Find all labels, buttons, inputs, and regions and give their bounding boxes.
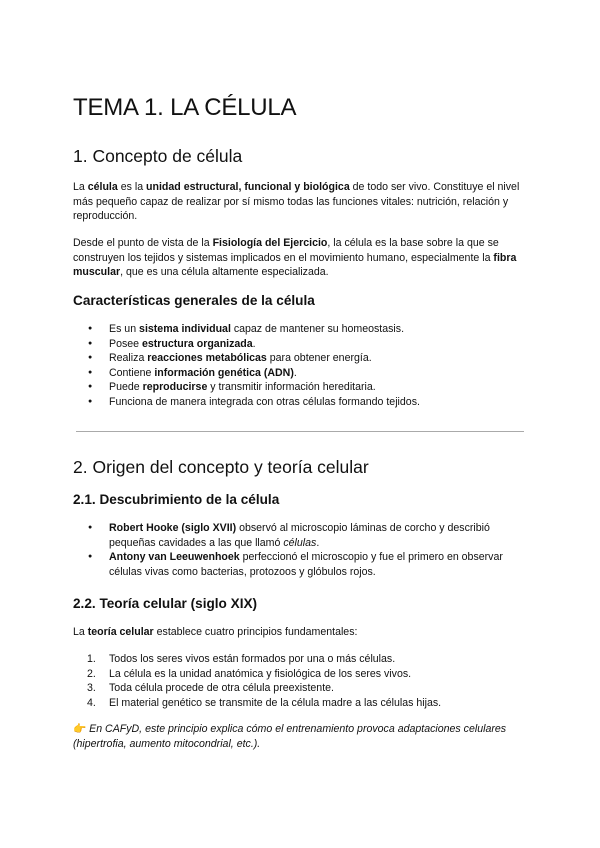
text-run: Realiza — [109, 352, 148, 365]
list-item — [73, 366, 529, 381]
bold-run: Antony van Leeuwenhoek — [109, 551, 240, 564]
text-run: capaz de mantener su homeostasis. — [230, 323, 405, 335]
text-run: Puede — [109, 381, 143, 394]
characteristics-heading: Características generales de la célula — [73, 293, 315, 308]
list-item — [73, 395, 529, 410]
bold-run: información genética (ADN) — [154, 366, 294, 379]
text-run: Desde el punto de vista de la — [73, 237, 213, 249]
section-1-paragraph-2 — [73, 236, 523, 280]
bold-run: sistema individual — [139, 323, 231, 335]
text-run: El material genético se transmite de la célula madre a las células hijas. — [109, 696, 442, 709]
list-item — [73, 550, 529, 579]
cell-theory-heading: 2.2. Teoría celular (siglo XIX) — [73, 596, 258, 611]
principles-list — [73, 652, 529, 710]
discovery-list — [73, 521, 529, 579]
bold-run: célula — [87, 181, 118, 193]
cafyd-note — [73, 722, 529, 751]
list-item — [73, 667, 529, 682]
text-run: Toda célula procede de otra célula preexistente. — [109, 682, 334, 695]
document-title: TEMA 1. LA CÉLULA — [73, 94, 297, 121]
text-run: y transmitir información hereditaria. — [207, 381, 376, 394]
text-run: Es un — [109, 323, 140, 335]
list-number: 4. — [87, 696, 96, 709]
text-run: de todo ser vivo. Constituye el nivel más pequeño capaz de realizar por sí mismo todas las funciones vitales: nutrición, relación y reproducción. — [73, 181, 520, 223]
text-run: , que es una célula altamente especializada. — [120, 266, 329, 279]
bold-run: teoría celular — [87, 626, 154, 638]
text-run: . — [293, 366, 297, 379]
list-item — [73, 322, 529, 337]
text-run: La célula es la unidad anatómica y fisiológica de los seres vivos. — [109, 667, 412, 680]
discovery-heading: 2.1. Descubrimiento de la célula — [73, 492, 280, 507]
list-item — [73, 696, 529, 711]
characteristics-list — [73, 322, 529, 410]
list-item — [73, 681, 529, 696]
text-run: establece cuatro principios fundamentales: — [153, 626, 358, 638]
list-item — [73, 337, 529, 352]
list-item — [73, 351, 529, 366]
text-run: , la célula es la base sobre la que se construyen los tejidos y sistemas implicados en el movimiento humano, especialmente la — [73, 237, 499, 264]
list-number: 1. — [87, 653, 96, 665]
section-1-paragraph-1 — [73, 180, 523, 224]
text-run: Contiene — [109, 366, 155, 379]
text-run: perfeccionó el microscopio y fue el primero en observar células vivas como bacterias, protozoos y glóbulos rojos. — [109, 551, 503, 578]
bold-run: reacciones metabólicas — [147, 352, 267, 365]
text-run: . — [252, 337, 256, 350]
list-number: 2. — [87, 667, 96, 680]
pointing-hand-icon: 👉 — [73, 723, 87, 735]
text-run: es la — [117, 181, 147, 193]
list-item — [73, 521, 529, 550]
cell-theory-intro — [73, 625, 523, 640]
section-2-heading: 2. Origen del concepto y teoría celular — [73, 457, 369, 477]
text-run: La — [73, 181, 88, 193]
text-run: La — [73, 626, 88, 638]
bold-run: Fisiología del Ejercicio — [212, 237, 328, 249]
bold-run: unidad estructural, funcional y biológica — [146, 181, 350, 193]
text-run: para obtener energía. — [266, 352, 372, 365]
text-run: observó al microscopio láminas de corcho y describió pequeñas cavidades a las que llamó — [109, 522, 490, 549]
italic-run: células — [283, 536, 317, 549]
bold-run: reproducirse — [142, 381, 208, 394]
list-item — [73, 652, 529, 667]
text-run: Todos los seres vivos están formados por una o más células. — [109, 653, 396, 665]
section-divider — [76, 431, 524, 432]
bold-run: fibra muscular — [73, 251, 517, 279]
note-text: En CAFyD, este principio explica cómo el entrenamiento provoca adaptaciones celulares (hipertrofia, aumento mitocondrial, etc.). — [73, 723, 507, 750]
list-item — [73, 380, 529, 395]
list-number: 3. — [87, 682, 96, 695]
bold-run: estructura organizada — [141, 337, 253, 350]
section-1-heading: 1. Concepto de célula — [73, 146, 243, 166]
text-run: . — [316, 536, 320, 549]
text-run: Posee — [109, 337, 142, 350]
bold-run: Robert Hooke (siglo XVII) — [109, 522, 237, 534]
text-run: Funciona de manera integrada con otras células formando tejidos. — [109, 395, 420, 408]
